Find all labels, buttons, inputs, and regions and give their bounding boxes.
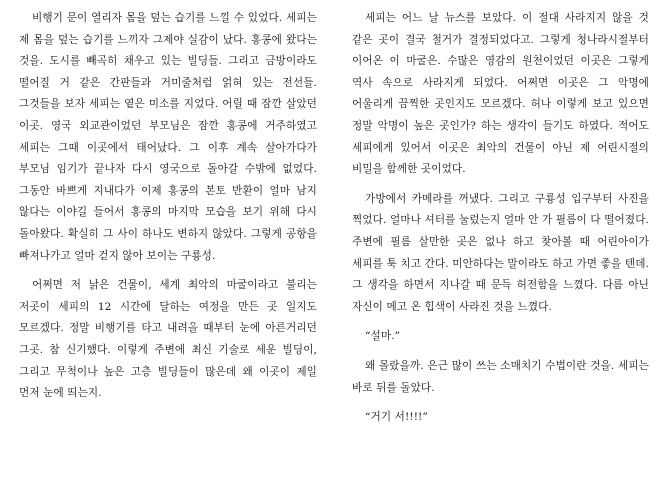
left-page [19,8,317,405]
dialogue-line: “거기 서!!!!” [365,411,428,424]
paragraph: 어쩌면 저 낡은 건물이, 세계 최악의 마굴이라고 불리는 저곳이 세피의 12 시간에 달하는 여정을 만든 곳 일지도 모르겠다. 정말 비행기를 타고 내려올 때부터 눈에 아른거리던 그곳. 참 신기했다. 이렇게 주변에 최신 기술로 세운 빌딩이, 그리고 무척이나 높은 고층 빌딩들이 많은데 왜 이곳이 제일 먼저 눈에 띄는지. [19,279,317,400]
dialogue-line: “설마.” [365,330,401,343]
paragraph: 왜 몰랐을까. 은근 많이 쓰는 소매치기 수법이란 것을. 세피는 바로 뒤를 돌았다. [352,359,649,394]
paragraph: 가방에서 카메라를 꺼냈다. 그리고 구룡성 입구부터 사진을 찍었다. 얼마나 셔터를 눌렀는지 얼마 안 가 필름이 다 떨어졌다. 주변에 필름 살만한 곳은 없나 하고 찾아볼 때 어린아이가 세피를 툭 치고 간다. 미안하다는 말이라도 하고 가면 좋을 텐데. 그 생각을 하면서 지나갈 때 문득 허전함을 느꼈다. 다름 아닌 자신이 메고 온 힙색이 사라진 것을 느꼈다. [352,192,649,313]
paragraph: 비행기 문이 열리자 몸을 덮는 습기를 느낄 수 있었다. 세피는 제 몸을 덮는 습기를 느끼자 그제야 실감이 났다. 홍콩에 왔다는 것을. 도시를 빼곡히 채우고 있는 빌딩들. 그리고 금방이라도 떨어질 거 같은 간판들과 거미줄처럼 얽혀 있는 전선들. 그것들을 보자 세피는 옅은 미소를 지었다. 어릴 때 잠깐 살았던 이곳. 영국 외교관이었던 부모님은 잠깐 홍콩에 거주하였고 세피는 그때 이곳에서 태어났다. 그 이후 계속 살아가다가 부모님 임기가 끝나자 다시 영국으로 돌아갈 수밖에 없었다. 그동안 바쁘게 지내다가 이제 홍콩의 본토 반환이 얼마 남지 않다는 이야길 들어서 홍콩의 마지막 모습을 보기 위해 다시 돌아왔다. 확실히 그 사이 하나도 변하지 않았다. 그렇게 공항을 빠져나가고 얼마 걷지 않아 보이는 구룡성. [19,12,317,262]
right-page [352,8,649,429]
paragraph: 세피는 어느 날 뉴스를 보았다. 이 절대 사라지지 않을 것 같은 곳이 결국 철거가 결정되었다고. 그렇게 청나라시절부터 이어온 이 마굴은. 수많은 영감의 원천이었던 이곳은 그렇게 역사 속으로 사라지게 되었다. 어쩌면 이곳은 그 악명에 어울리게 끔찍한 곳인지도 모르겠다. 허나 이렇게 보고 있으면 정말 악명이 높은 곳인가? 하는 생각이 들기도 하였다. 적어도 세피에게 있어서 이곳은 최악의 건물이 아닌 제 어린시절의 비밀을 함께한 곳이었다. [352,12,649,176]
